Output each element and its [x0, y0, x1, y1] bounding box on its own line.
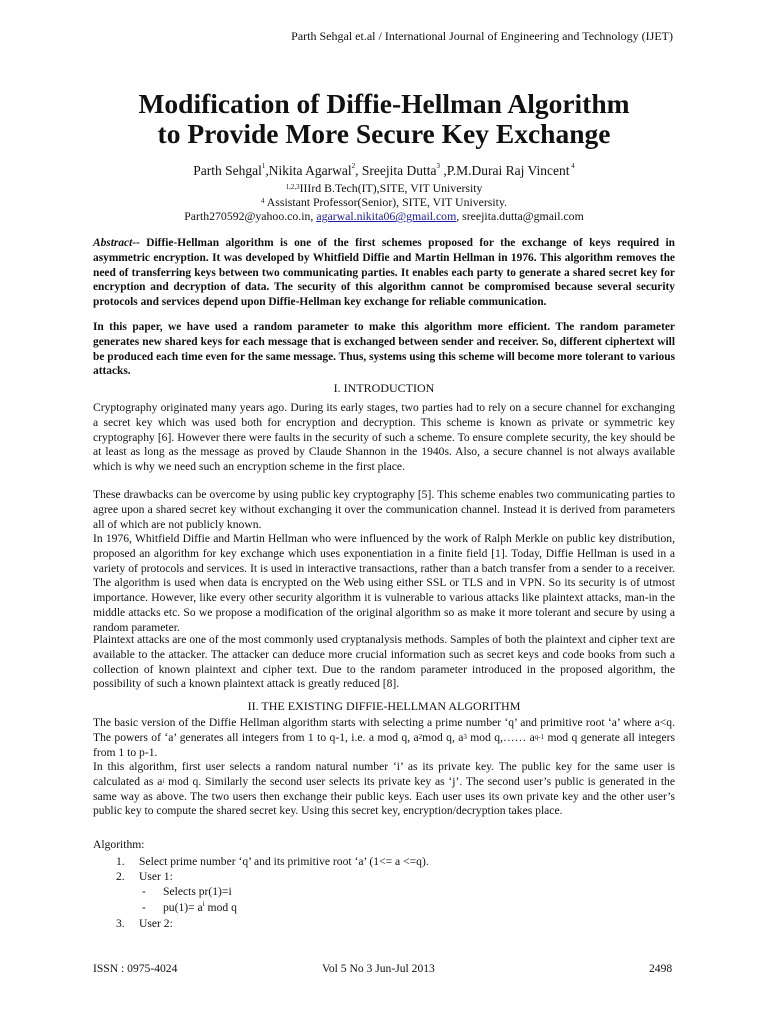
- running-head: Parth Sehgal et.al / International Journal of Engineering and Technology (IJET): [291, 29, 673, 43]
- author-list: [0, 163, 768, 179]
- text-run: mod q,…… a: [466, 730, 535, 744]
- superscript: 3: [463, 732, 467, 741]
- author-emails: [0, 209, 768, 223]
- author-name: , Sreejita Dutta: [355, 163, 437, 178]
- affiliation-students: [0, 181, 768, 195]
- sub-step-text: Selects pr(1)=i: [163, 885, 232, 898]
- abstract-paragraph: In this paper, we have used a random parameter to make this algorithm more efficient. The random parameter generates new shared keys for each message that is exchanged between sender and receiver. So, different ciphertext will be produced each time even for the same message. Thus, systems using this scheme will become more tolerant to various attacks.: [93, 321, 675, 378]
- affiliation-superscript: 4: [260, 197, 265, 205]
- email-text: , sreejita.dutta@gmail.com: [456, 209, 584, 223]
- step-number: 3.: [116, 917, 125, 930]
- abstract-label: Abstract: [93, 237, 133, 249]
- footer-page-number: 2498: [649, 962, 673, 975]
- superscript: i: [162, 776, 165, 785]
- abstract-paragraph: [93, 236, 675, 310]
- affiliation-text: IIIrd B.Tech(IT),SITE, VIT University: [299, 181, 483, 195]
- step-text: User 1:: [139, 870, 173, 883]
- text-run: In this algorithm, first user selects a random natural number ‘i’ as its private key. The public key for the same user is calculated as a: [93, 760, 675, 788]
- sub-step-dash: -: [142, 901, 146, 914]
- text-run: mod q, a: [422, 730, 464, 744]
- superscript: q-1: [534, 732, 545, 741]
- paper-title: [0, 89, 768, 149]
- body-paragraph: Cryptography originated many years ago. During its early stages, two parties had to rely on a secure channel for exchanging a secret key which was used both for encryption and decryption. This scheme is known as private or symmetric key cryptography [6]. However there were faults in the security of such a scheme. To ensure complete security, the key should be at least as long as the message as proved by Claude Shannon in the 1940s. Also, a secure channel is not always available which is why we need such an encryption scheme in the first place.: [93, 401, 675, 474]
- section-heading: II. THE EXISTING DIFFIE-HELLMAN ALGORITHM: [247, 699, 521, 713]
- author-superscript: 2: [351, 162, 356, 170]
- algorithm-label: Algorithm:: [93, 838, 145, 851]
- body-paragraph: [93, 716, 675, 760]
- body-paragraph: In 1976, Whitfield Diffie and Martin Hellman who were influenced by the work of Ralph Merkle on public key distribution, proposed an algorithm for key exchange which uses exponentiation in a finite field [1]. Today, Diffie Hellman is used in a variety of protocols and services. It is used in interactive transactions, rather than a batch transfer from a sender to a receiver. The algorithm is used when data is encrypted on the Web using either SSL or TLS and in VPN. So its security is of utmost importance. However, like every other security algorithm it is vulnerable to various attacks like plaintext attacks, man-in the middle attacks etc. So we propose a modification of the original algorithm so as make it more tolerant and secure by using a random parameter.: [93, 532, 675, 634]
- step-number: 2.: [116, 870, 125, 883]
- title-line-1: Modification of Diffie-Hellman Algorithm: [138, 88, 630, 119]
- text-run: pu(1)= a: [163, 901, 203, 914]
- author-name: ,P.M.Durai Raj Vincent: [440, 163, 570, 178]
- step-text: Select prime number ‘q’ and its primitive root ‘a’ (1<= a <=q).: [139, 855, 429, 868]
- footer-issn: ISSN : 0975-4024: [93, 962, 178, 975]
- footer-volume: Vol 5 No 3 Jun-Jul 2013: [322, 962, 435, 975]
- step-text: User 2:: [139, 917, 173, 930]
- email-link[interactable]: agarwal.nikita06@gmail.com: [316, 209, 457, 223]
- affiliation-professor: [0, 195, 768, 209]
- sub-step-text: [163, 901, 237, 914]
- email-text: Parth270592@yahoo.co.in,: [184, 209, 317, 223]
- affiliation-text: Assistant Professor(Senior), SITE, VIT University.: [264, 195, 508, 209]
- text-run: mod q. Similarly the second user selects its private key as ‘j’. The second user’s public is generated in the same way as above. The two users then exchange their public keys. Each user uses its own private key and the other user’s public key to compute the shared secret key. Using this secret key, encryption/decryption takes place.: [93, 774, 675, 818]
- title-line-2: to Provide More Secure Key Exchange: [157, 118, 611, 149]
- author-superscript: 1: [261, 162, 266, 170]
- affiliation-superscript: 1,2,3: [285, 183, 300, 191]
- section-heading: I. INTRODUCTION: [333, 381, 435, 395]
- abstract-text: -- Diffie-Hellman algorithm is one of the first schemes proposed for the exchange of keys required in asymmetric encryption. It was developed by Whitfield Diffie and Martin Hellman in 1976. This algorithm removes the need of transferring keys between two communicating parties. It enables each party to generate a shared secret key for encryption and decryption of data. The security of this algorithm cannot be compromised because several security protocols and services depend upon Diffie-Hellman key exchange for reliable communication.: [93, 237, 675, 309]
- author-superscript: 3: [436, 162, 441, 170]
- step-number: 1.: [116, 855, 125, 868]
- author-name: ,Nikita Agarwal: [265, 163, 352, 178]
- body-paragraph: Plaintext attacks are one of the most commonly used cryptanalysis methods. Samples of both the plaintext and cipher text are available to the attacker. The attacker can deduce more crucial information such as secret keys and code books from such a collection of known plaintext and cipher text. Due to the random parameter introduced in the proposed algorithm, the possibility of such a known plaintext attack is greatly reduced [8].: [93, 633, 675, 691]
- text-run: The basic version of the Diffie Hellman algorithm starts with selecting a prime number ‘q’ and primitive root ‘a’ where a<q. The powers of ‘a’ generates all integers from 1 to q-1, i.e. a mod q, a: [93, 716, 675, 744]
- body-paragraph: [93, 760, 675, 819]
- superscript: 2: [418, 732, 423, 741]
- body-paragraph: These drawbacks can be overcome by using public key cryptography [5]. This scheme enables two communicating parties to agree upon a shared secret key without exchanging it over the communication channel. Instead it is derived from parameters all of which are not publicly known.: [93, 488, 675, 531]
- text-run: mod q generate all integers from 1 to p-1.: [93, 730, 675, 759]
- author-superscript: 4: [569, 162, 575, 170]
- superscript: i: [202, 900, 205, 908]
- author-name: Parth Sehgal: [193, 163, 262, 178]
- sub-step-dash: -: [142, 885, 146, 898]
- text-run: mod q: [204, 901, 237, 914]
